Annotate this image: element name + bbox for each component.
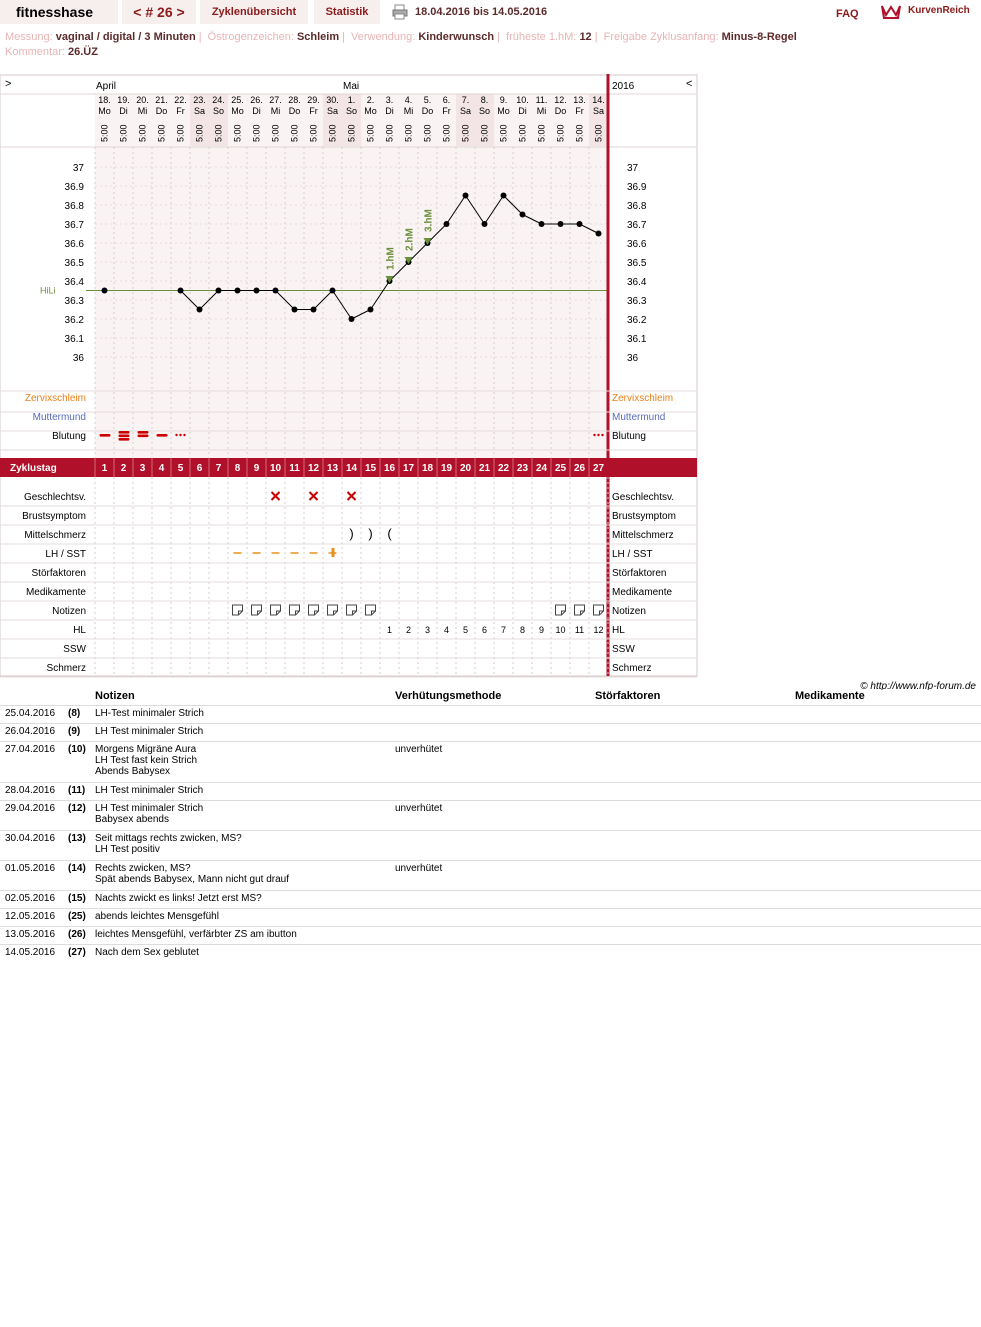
day-date-label: 9. xyxy=(499,95,508,105)
day-date-label: 28. xyxy=(288,95,301,105)
day-date-label: 25. xyxy=(231,95,244,105)
earliest-hm-key: früheste 1.hM: xyxy=(506,31,577,43)
note-row xyxy=(0,860,981,889)
y-tick-right: 36.8 xyxy=(627,201,647,212)
bleeding-mark xyxy=(100,434,111,437)
hl-number: 3 xyxy=(424,625,431,635)
weekday-label: Fr xyxy=(309,106,318,116)
y-tick-right: 36.4 xyxy=(627,277,647,288)
note-row xyxy=(0,723,981,740)
day-date-label: 29. xyxy=(307,95,320,105)
day-date-label: 19. xyxy=(117,95,130,105)
note-text: LH Test minimaler Strich xyxy=(95,726,204,737)
y-tick-right: 36.5 xyxy=(627,258,647,269)
weekday-label: So xyxy=(345,106,358,116)
hil-label: HiLi xyxy=(40,285,56,296)
day-date-label: 14. xyxy=(592,95,605,105)
weekday-label: Di xyxy=(119,106,128,116)
note-text: LH Test minimaler Strich Babysex abends xyxy=(95,803,204,825)
day-date-label: 4. xyxy=(404,95,413,105)
weekday-label: So xyxy=(478,106,491,116)
row-label-hl: HL xyxy=(73,625,86,636)
day-date-label: 22. xyxy=(174,95,187,105)
row-label-right-hl: HL xyxy=(612,625,625,636)
time-label: 5:00 xyxy=(118,124,129,142)
row-label-lh: LH / SST xyxy=(45,549,86,560)
cycle-day-number: 11 xyxy=(289,463,300,474)
hl-number: 7 xyxy=(500,625,507,635)
y-tick-left: 36.3 xyxy=(64,296,84,307)
hl-number: 12 xyxy=(593,625,604,635)
cycle-day-number: 16 xyxy=(383,463,396,474)
time-label: 5:00 xyxy=(422,124,433,142)
note-text: Seit mittags rechts zwicken, MS? LH Test positiv xyxy=(95,833,242,855)
time-label: 5:00 xyxy=(593,124,604,142)
bleeding-spot xyxy=(183,434,185,436)
cycle-day-number: 21 xyxy=(478,463,491,474)
temp-point xyxy=(368,307,374,313)
note-row xyxy=(0,926,981,943)
cycle-nav-button[interactable]: < # 26 > xyxy=(122,0,196,24)
temp-point xyxy=(577,221,583,227)
temp-point xyxy=(292,307,298,313)
weekday-label: So xyxy=(212,106,225,116)
row-label-gv: Geschlechtsv. xyxy=(23,492,86,503)
row-label-right-muttermund: Muttermund xyxy=(612,412,666,423)
note-row xyxy=(0,830,981,859)
weekday-label: Do xyxy=(155,106,168,116)
weekday-label: Mi xyxy=(270,106,281,116)
weekday-label: Do xyxy=(288,106,301,116)
time-label: 5:00 xyxy=(156,124,167,142)
cycle-day-number: 12 xyxy=(307,463,320,474)
temp-point xyxy=(273,288,279,294)
usage-key: Verwendung: xyxy=(351,31,416,43)
row-label-ssw: SSW xyxy=(63,644,86,655)
note-date: 25.04.2016 xyxy=(5,708,56,719)
note-row xyxy=(0,944,981,961)
temp-point xyxy=(520,212,526,218)
time-label: 5:00 xyxy=(517,124,528,142)
row-label-right-stoer: Störfaktoren xyxy=(612,568,667,579)
temp-point xyxy=(501,193,507,199)
medication-header: Medikamente xyxy=(795,690,865,702)
cycle-day-number: 14 xyxy=(345,463,358,474)
hl-number: 8 xyxy=(519,625,526,635)
row-label-stoer: Störfaktoren xyxy=(31,568,86,579)
comment-value: 26.ÜZ xyxy=(67,46,98,58)
nav-right-arrow: < xyxy=(686,78,693,90)
day-date-label: 24. xyxy=(212,95,225,105)
note-row xyxy=(0,705,981,722)
lh-positive-mark xyxy=(332,548,335,557)
cycle-chart xyxy=(0,74,981,690)
day-date-label: 10. xyxy=(516,95,529,105)
y-tick-left: 36.9 xyxy=(64,182,84,193)
cycle-day-number: 22 xyxy=(497,463,510,474)
row-label-right-gv: Geschlechtsv. xyxy=(612,492,675,503)
printer-icon[interactable] xyxy=(392,4,408,20)
temp-point xyxy=(463,193,469,199)
bleeding-spot xyxy=(593,434,595,436)
hl-number: 5 xyxy=(462,625,469,635)
time-label: 5:00 xyxy=(308,124,319,142)
cycle-day-number: 4 xyxy=(158,463,165,474)
user-box xyxy=(0,0,118,24)
day-date-label: 13. xyxy=(573,95,586,105)
note-text: Nachts zwickt es links! Jetzt erst MS? xyxy=(95,893,262,904)
bleeding-spot xyxy=(179,434,181,436)
time-label: 5:00 xyxy=(175,124,186,142)
weekday-label: Fr xyxy=(176,106,185,116)
cycle-day-number: 25 xyxy=(554,463,567,474)
cycle-day-number: 3 xyxy=(139,463,146,474)
date-range: 18.04.2016 bis 14.05.2016 xyxy=(415,6,548,18)
y-tick-left: 36.8 xyxy=(64,201,84,212)
weekday-label: Mo xyxy=(231,106,244,116)
username: fitnesshase xyxy=(16,4,94,20)
day-date-label: 7. xyxy=(461,95,470,105)
note-text: Rechts zwicken, MS? Spät abends Babysex, Mann nicht gut drauf xyxy=(95,863,290,885)
bleeding-mark xyxy=(138,435,149,438)
time-label: 5:00 xyxy=(99,124,110,142)
weekday-label: Mi xyxy=(403,106,414,116)
cycle-day-number: 6 xyxy=(196,463,203,474)
day-date-label: 3. xyxy=(385,95,394,105)
info-line-1: Messung: vaginal / digital / 3 Minuten | Östrogenzeichen: Schleim | Verwendung: Kinderwunsch | früheste 1.hM: 12 | Freigabe Zyklusanfang: Minus-8-Regel xyxy=(5,31,797,43)
note-date: 12.05.2016 xyxy=(5,911,56,922)
note-cycle-day: (10) xyxy=(68,744,86,755)
row-label-schmerz: Schmerz xyxy=(46,663,86,674)
note-date: 02.05.2016 xyxy=(5,893,56,904)
cycle-day-number: 23 xyxy=(516,463,529,474)
bleeding-spot xyxy=(601,434,603,436)
info-line-2 xyxy=(5,45,975,60)
cycle-day-number: 9 xyxy=(253,463,260,474)
measurement-key: Messung: xyxy=(5,31,53,43)
temp-point xyxy=(102,288,108,294)
hl-number: 6 xyxy=(481,625,488,635)
weekday-label: Di xyxy=(518,106,527,116)
hl-number: 11 xyxy=(574,625,585,635)
y-tick-right: 36.3 xyxy=(627,296,647,307)
cycle-day-number: 8 xyxy=(234,463,241,474)
time-label: 5:00 xyxy=(498,124,509,142)
row-label-medi: Medikamente xyxy=(25,587,86,598)
note-cycle-day: (25) xyxy=(68,911,86,922)
weekday-label: Mi xyxy=(137,106,148,116)
note-cycle-day: (12) xyxy=(68,803,86,814)
note-date: 28.04.2016 xyxy=(5,785,56,796)
weekday-label: Sa xyxy=(592,106,605,116)
row-label-right-notiz: Notizen xyxy=(612,606,646,617)
note-cycle-day: (9) xyxy=(68,726,81,737)
cycle-day-number: 18 xyxy=(421,463,434,474)
weekday-label: Mo xyxy=(497,106,510,116)
note-row xyxy=(0,800,981,829)
time-label: 5:00 xyxy=(384,124,395,142)
cycle-day-number: 5 xyxy=(177,463,184,474)
temp-point xyxy=(444,221,450,227)
bleeding-spot xyxy=(597,434,599,436)
note-cycle-day: (11) xyxy=(68,785,86,796)
time-label: 5:00 xyxy=(536,124,547,142)
time-label: 5:00 xyxy=(137,124,148,142)
measurement-value: vaginal / digital / 3 Minuten xyxy=(55,31,196,43)
time-label: 5:00 xyxy=(460,124,471,142)
comment-key: Kommentar: xyxy=(5,46,65,58)
hl-number: 1 xyxy=(386,625,393,635)
note-date: 29.04.2016 xyxy=(5,803,56,814)
weekday-label: Mo xyxy=(364,106,377,116)
y-tick-left: 36.7 xyxy=(64,220,84,231)
row-label-right-schmerz: Schmerz xyxy=(612,663,652,674)
day-date-label: 2. xyxy=(366,95,375,105)
earliest-hm-value: 12 xyxy=(579,31,592,43)
day-date-label: 11. xyxy=(535,95,548,105)
day-date-label: 6. xyxy=(442,95,451,105)
release-key: Freigabe Zyklusanfang: xyxy=(603,31,719,43)
note-cycle-day: (15) xyxy=(68,893,86,904)
row-label-right-blutung: Blutung xyxy=(612,431,646,442)
mittelschmerz-mark: ) xyxy=(368,526,373,541)
cycle-day-number: 7 xyxy=(215,463,222,474)
day-date-label: 23. xyxy=(193,95,206,105)
row-label-brust: Brustsymptom xyxy=(22,511,86,522)
note-date: 27.04.2016 xyxy=(5,744,56,755)
crown-icon xyxy=(880,2,902,20)
note-date: 26.04.2016 xyxy=(5,726,56,737)
hm-label: 1.hM xyxy=(385,247,397,270)
temp-point xyxy=(349,316,355,322)
mittelschmerz-mark: ) xyxy=(349,526,354,541)
time-label: 5:00 xyxy=(574,124,585,142)
day-date-label: 1. xyxy=(347,95,356,105)
y-tick-left: 36.4 xyxy=(64,277,84,288)
day-date-label: 21. xyxy=(155,95,168,105)
y-tick-right: 36.9 xyxy=(627,182,647,193)
note-row xyxy=(0,908,981,925)
notes-header: Notizen xyxy=(95,690,135,702)
hl-number: 4 xyxy=(443,625,450,635)
row-label-right-cervix: Zervixschleim xyxy=(612,393,674,404)
note-row xyxy=(0,741,981,781)
brand-logo[interactable]: KurvenReich xyxy=(908,5,970,16)
weekday-label: Mi xyxy=(536,106,547,116)
time-label: 5:00 xyxy=(194,124,205,142)
note-row xyxy=(0,782,981,799)
cycle-day-number: 13 xyxy=(326,463,339,474)
time-label: 5:00 xyxy=(479,124,490,142)
y-tick-left: 36.5 xyxy=(64,258,84,269)
bleeding-mark xyxy=(138,431,149,434)
mittelschmerz-mark: ( xyxy=(387,526,392,541)
y-tick-left: 37 xyxy=(72,163,84,174)
header-grid-bg xyxy=(95,94,608,459)
day-date-label: 12. xyxy=(554,95,567,105)
day-date-label: 27. xyxy=(269,95,282,105)
nav-left-arrow: > xyxy=(5,78,12,90)
note-cycle-day: (14) xyxy=(68,863,86,874)
y-tick-right: 36.2 xyxy=(627,315,647,326)
hl-number: 9 xyxy=(538,625,545,635)
weekday-label: Di xyxy=(252,106,261,116)
cycle-day-number: 15 xyxy=(364,463,377,474)
month-label: April xyxy=(96,81,117,92)
temp-point xyxy=(178,288,184,294)
note-contraception: unverhütet xyxy=(395,744,443,755)
day-date-label: 18. xyxy=(98,95,111,105)
row-label-right-brust: Brustsymptom xyxy=(612,511,676,522)
note-row xyxy=(0,890,981,907)
weekday-label: Mo xyxy=(98,106,111,116)
note-cycle-day: (8) xyxy=(68,708,81,719)
note-date: 01.05.2016 xyxy=(5,863,56,874)
note-text: Morgens Migräne Aura LH Test fast kein Strich Abends Babysex xyxy=(95,744,198,777)
bleeding-mark xyxy=(157,434,168,437)
month-label: Mai xyxy=(343,81,360,92)
time-label: 5:00 xyxy=(289,124,300,142)
y-tick-left: 36.2 xyxy=(64,315,84,326)
cycle-day-number: 2 xyxy=(120,463,127,474)
y-tick-right: 36 xyxy=(627,353,639,364)
disturbance-header: Störfaktoren xyxy=(595,690,661,702)
row-label-right-ssw: SSW xyxy=(612,644,635,655)
hl-number: 10 xyxy=(555,625,566,635)
row-label-mittel: Mittelschmerz xyxy=(24,530,86,541)
row-label-cervix: Zervixschleim xyxy=(24,393,86,404)
note-cycle-day: (26) xyxy=(68,929,86,940)
temp-point xyxy=(197,307,203,313)
temp-point xyxy=(539,221,545,227)
note-contraception: unverhütet xyxy=(395,803,443,814)
time-label: 5:00 xyxy=(213,124,224,142)
day-date-label: 5. xyxy=(423,95,432,105)
hl-number: 2 xyxy=(405,625,412,635)
note-text: Nach dem Sex geblutet xyxy=(95,947,199,958)
note-text: abends leichtes Mensgefühl xyxy=(95,911,219,922)
weekday-label: Fr xyxy=(575,106,584,116)
temp-point xyxy=(254,288,260,294)
release-value: Minus-8-Regel xyxy=(721,31,797,43)
statistics-link[interactable]: Statistik xyxy=(314,0,380,24)
temp-point xyxy=(482,221,488,227)
hm-label: 3.hM xyxy=(423,209,435,232)
y-tick-left: 36.1 xyxy=(64,334,84,345)
time-label: 5:00 xyxy=(346,124,357,142)
cycle-day-number: 1 xyxy=(101,463,108,474)
usage-value: Kinderwunsch xyxy=(418,31,495,43)
y-tick-right: 37 xyxy=(627,163,639,174)
y-tick-right: 36.1 xyxy=(627,334,647,345)
time-label: 5:00 xyxy=(251,124,262,142)
row-label-right-lh: LH / SST xyxy=(612,549,653,560)
time-label: 5:00 xyxy=(232,124,243,142)
cycle-day-number: 17 xyxy=(402,463,415,474)
top-bar xyxy=(0,0,981,25)
cycle-overview-link[interactable]: Zyklenübersicht xyxy=(200,0,308,24)
note-date: 30.04.2016 xyxy=(5,833,56,844)
bleeding-mark xyxy=(119,431,130,434)
note-text: LH Test minimaler Strich xyxy=(95,785,204,796)
cycle-day-title: Zyklustag xyxy=(10,463,57,474)
cycle-day-number: 26 xyxy=(573,463,586,474)
note-cycle-day: (27) xyxy=(68,947,86,958)
weekday-label: Sa xyxy=(326,106,339,116)
weekday-label: Sa xyxy=(459,106,472,116)
weekday-label: Sa xyxy=(193,106,206,116)
row-label-right-medi: Medikamente xyxy=(612,587,673,598)
y-tick-right: 36.6 xyxy=(627,239,647,250)
bleeding-mark xyxy=(119,435,130,438)
year-label: 2016 xyxy=(612,81,635,92)
time-label: 5:00 xyxy=(441,124,452,142)
contraception-header: Verhütungsmethode xyxy=(395,690,502,702)
y-tick-left: 36 xyxy=(72,353,84,364)
cycle-day-number: 20 xyxy=(459,463,472,474)
temp-point xyxy=(311,307,317,313)
temp-point xyxy=(216,288,222,294)
faq-link[interactable]: FAQ xyxy=(836,8,859,20)
day-date-label: 30. xyxy=(326,95,339,105)
oestrogen-value: Schleim xyxy=(296,31,340,43)
cycle-day-number: 10 xyxy=(269,463,282,474)
bleeding-mark xyxy=(119,438,130,441)
note-text: leichtes Mensgefühl, verfärbter ZS am ibutton xyxy=(95,929,297,940)
temp-point xyxy=(235,288,241,294)
temp-point xyxy=(596,231,602,237)
row-label-notiz: Notizen xyxy=(52,606,86,617)
weekday-label: Do xyxy=(421,106,434,116)
y-tick-right: 36.7 xyxy=(627,220,647,231)
note-text: LH-Test minimaler Strich xyxy=(95,708,204,719)
cycle-day-number: 24 xyxy=(535,463,548,474)
temp-point xyxy=(330,288,336,294)
note-contraception: unverhütet xyxy=(395,863,443,874)
day-date-label: 8. xyxy=(480,95,489,105)
note-cycle-day: (13) xyxy=(68,833,86,844)
time-label: 5:00 xyxy=(555,124,566,142)
row-label-right-mittel: Mittelschmerz xyxy=(612,530,674,541)
hm-label: 2.hM xyxy=(404,228,416,251)
temp-point xyxy=(558,221,564,227)
weekday-label: Di xyxy=(385,106,394,116)
cycle-day-number: 19 xyxy=(440,463,453,474)
weekday-label: Do xyxy=(554,106,567,116)
row-label-muttermund: Muttermund xyxy=(32,412,86,423)
day-date-label: 26. xyxy=(250,95,263,105)
row-label-blutung: Blutung xyxy=(52,431,86,442)
time-label: 5:00 xyxy=(327,124,338,142)
weekday-label: Fr xyxy=(442,106,451,116)
time-label: 5:00 xyxy=(403,124,414,142)
bleeding-spot xyxy=(175,434,177,436)
time-label: 5:00 xyxy=(270,124,281,142)
day-date-label: 20. xyxy=(136,95,149,105)
y-tick-left: 36.6 xyxy=(64,239,84,250)
note-date: 13.05.2016 xyxy=(5,929,56,940)
oestrogen-key: Östrogenzeichen: xyxy=(207,31,294,43)
note-date: 14.05.2016 xyxy=(5,947,56,958)
cycle-info xyxy=(5,30,975,60)
cycle-day-number: 27 xyxy=(592,463,605,474)
copyright: © http://www.nfp-forum.de xyxy=(860,681,976,690)
time-label: 5:00 xyxy=(365,124,376,142)
